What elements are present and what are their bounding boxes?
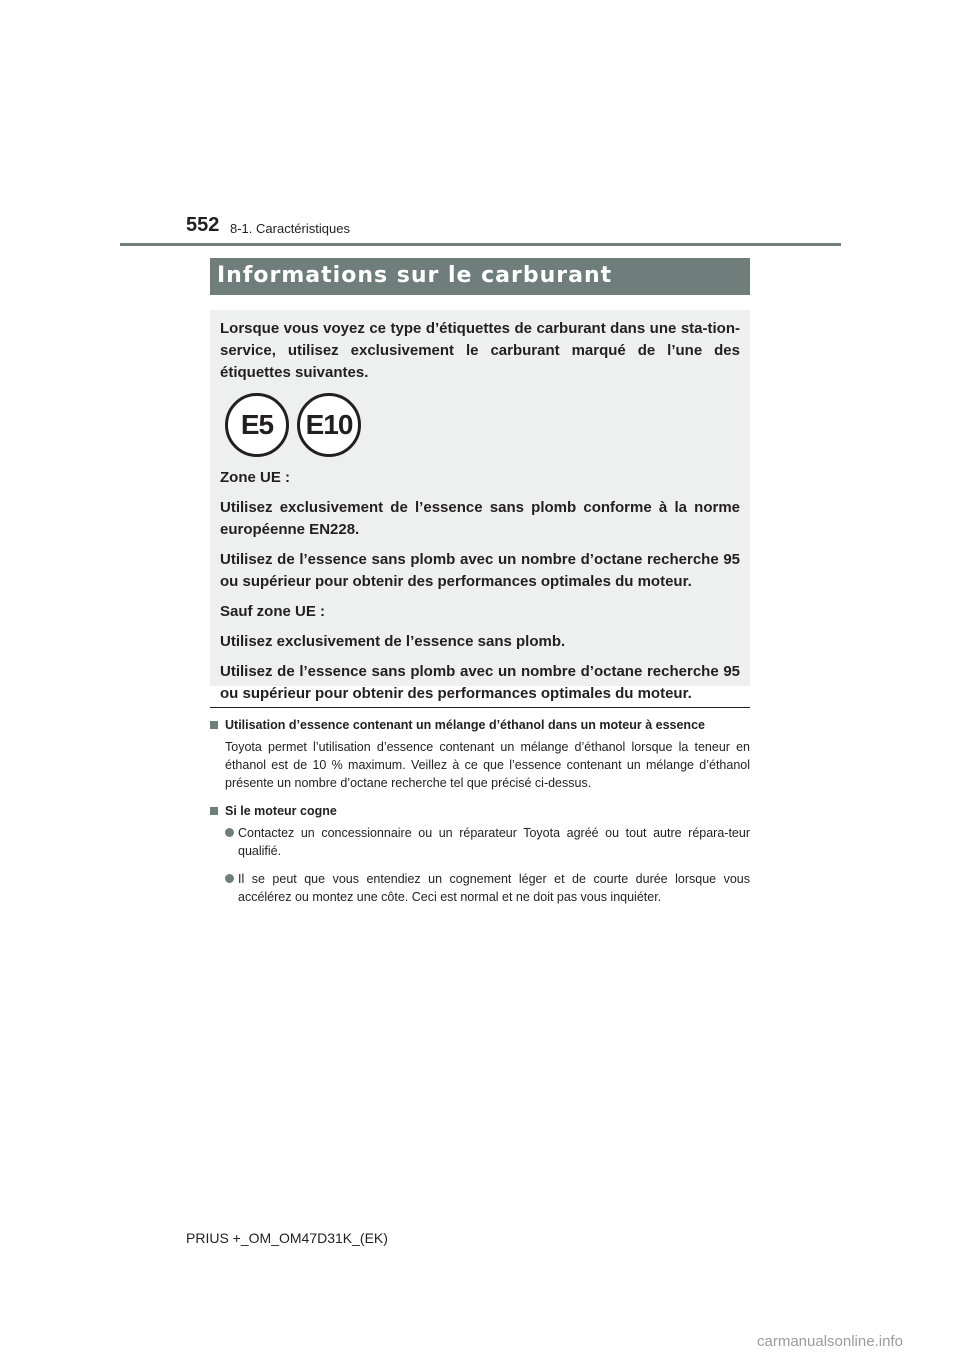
- fuel-label-e5: E5: [225, 393, 289, 457]
- section-divider: [210, 707, 750, 708]
- footer-code: PRIUS +_OM_OM47D31K_(EK): [186, 1230, 388, 1246]
- square-bullet-icon: [210, 807, 218, 815]
- knock-bullet-2: [210, 870, 750, 906]
- page-number: 552: [186, 214, 220, 236]
- eu-zone-text-1: Utilisez exclusivement de l’essence sans plomb conforme à la norme européenne EN228.: [220, 499, 740, 538]
- fuel-intro-text: Lorsque vous voyez ce type d’étiquettes de carburant dans une sta-tion-service, utilisez exclusivement le carburant marqué de l’une des étiquettes suivantes.: [220, 320, 740, 381]
- eu-zone-heading: Zone UE :: [220, 469, 290, 486]
- circle-bullet-icon: [225, 874, 234, 883]
- square-bullet-icon: [210, 721, 218, 729]
- notes-section: [210, 716, 750, 906]
- fuel-label-e10: E10: [297, 393, 361, 457]
- header-rule: [120, 243, 841, 246]
- ethanol-text: Toyota permet l’utilisation d’essence contenant un mélange d’éthanol lorsque la teneur en éthanol est de 10 % maximum. Veillez à ce que l’essence contenant un mélange d’éthanol présente un nombre d’octane recherche tel que précisé ci-dessus.: [225, 740, 750, 790]
- non-eu-zone-heading: Sauf zone UE :: [220, 603, 326, 620]
- page-title: Informations sur le carburant: [217, 263, 613, 288]
- knock-bullet-1-text: Contactez un concessionnaire ou un réparateur Toyota agréé ou tout autre répara-teur qualifié.: [238, 826, 750, 858]
- ethanol-heading-text: Utilisation d’essence contenant un mélange d’éthanol dans un moteur à essence: [225, 718, 705, 732]
- title-bar: [210, 258, 750, 295]
- fuel-info-box: [210, 310, 750, 702]
- circle-bullet-icon: [225, 828, 234, 837]
- non-eu-zone-text-1: Utilisez exclusivement de l’essence sans plomb.: [220, 633, 566, 650]
- knock-heading: [210, 802, 750, 820]
- fuel-labels: [220, 393, 740, 467]
- ethanol-heading: [210, 716, 750, 734]
- knock-bullet-2-text: Il se peut que vous entendiez un cognement léger et de courte durée lorsque vous accélérez ou montez une côte. Ceci est normal et ne doit pas vous inquiéter.: [238, 872, 750, 904]
- eu-zone-text-2: Utilisez de l’essence sans plomb avec un nombre d’octane recherche 95 ou supérieur pour obtenir des performances optimales du moteur.: [220, 551, 740, 590]
- knock-bullet-1: [210, 824, 750, 860]
- section-reference: 8-1. Caractéristiques: [230, 221, 350, 236]
- non-eu-zone-text-2: Utilisez de l’essence sans plomb avec un nombre d’octane recherche 95 ou supérieur pour obtenir des performances optimales du moteur.: [220, 663, 740, 702]
- watermark: carmanualsonline.info: [757, 1333, 903, 1350]
- knock-heading-text: Si le moteur cogne: [225, 804, 337, 818]
